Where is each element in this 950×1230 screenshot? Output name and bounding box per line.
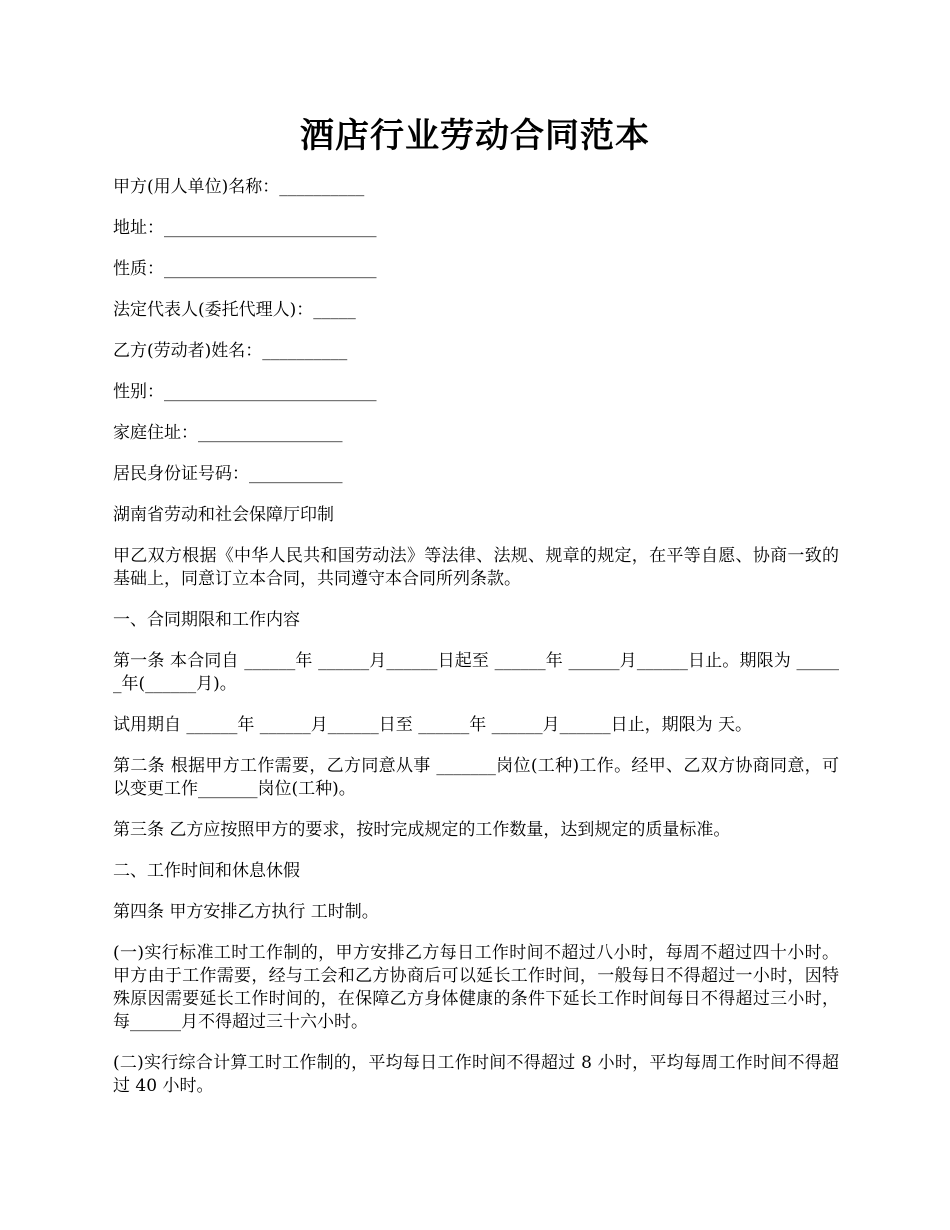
section-heading-working-hours: 二、工作时间和休息休假 [113,861,300,881]
article-1-paragraph: 第一条 本合同自 ______年 ______月______日起至 ______年 ______月______日止。期限为 ______年(______月)。 [113,651,839,694]
document-body [113,176,839,1116]
article-3-paragraph: 第三条 乙方应按照甲方的要求，按时完成规定的工作数量，达到规定的质量标准。 [113,820,731,840]
printer-note: 湖南省劳动和社会保障厅印制 [113,505,334,525]
standard-hours-paragraph: (一)实行标准工时工作制的，甲方安排乙方每日工作时间不超过八小时，每周不超过四十小时。甲方由于工作需要，经与工会和乙方协商后可以延长工作时间，一般每日不得超过一小时，因特殊原因需要延长工作时间的，在保障乙方身体健康的条件下延长工作时间每日不得超过三小时，每______月不得超过三十六小时。 [113,943,839,1032]
field-gender: 性别：_________________________ [113,382,377,402]
field-legal-representative: 法定代表人(委托代理人)：_____ [113,300,356,320]
field-employee-name: 乙方(劳动者)姓名：__________ [113,341,348,361]
field-address: 地址：_________________________ [113,218,377,238]
section-heading-contract-term: 一、合同期限和工作内容 [113,610,300,630]
field-nature: 性质：_________________________ [113,259,377,279]
document-title: 酒店行业劳动合同范本 [300,116,650,156]
comprehensive-hours-paragraph: (二)实行综合计算工时工作制的，平均每日工作时间不得超过 8 小时，平均每周工作时间不得超过 40 小时。 [113,1053,839,1096]
article-4-paragraph: 第四条 甲方安排乙方执行 工时制。 [113,902,379,922]
field-id-number: 居民身份证号码：___________ [113,464,343,484]
article-2-paragraph: 第二条 根据甲方工作需要，乙方同意从事 _______岗位(工种)工作。经甲、乙双方协商同意，可以变更工作_______岗位(工种)。 [113,756,839,799]
field-home-address: 家庭住址：_________________ [113,423,343,443]
probation-paragraph: 试用期自 ______年 ______月______日至 ______年 ______月______日止，期限为 天。 [113,715,753,735]
preamble-paragraph: 甲乙双方根据《中华人民共和国劳动法》等法律、法规、规章的规定，在平等自愿、协商一致的基础上，同意订立本合同，共同遵守本合同所列条款。 [113,546,839,589]
field-employer-name: 甲方(用人单位)名称：__________ [113,177,365,197]
